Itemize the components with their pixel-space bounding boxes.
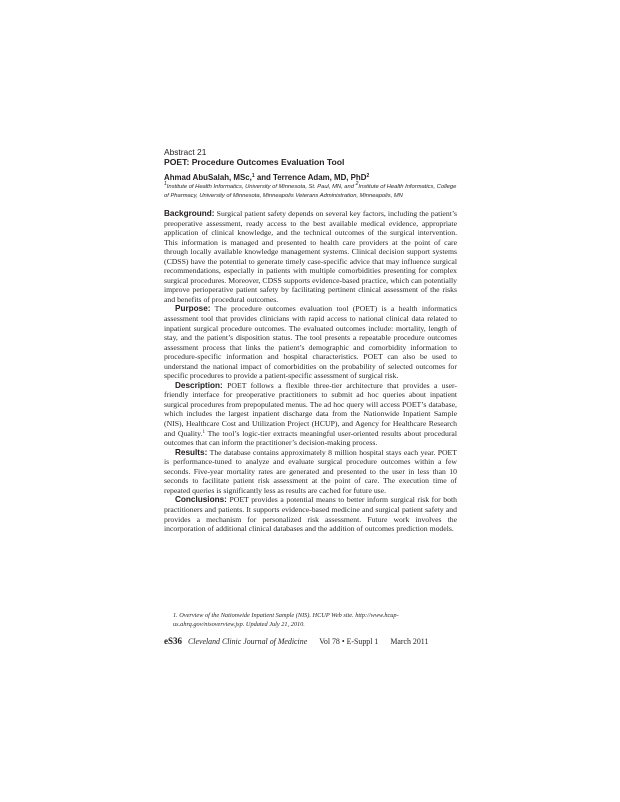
author-name-2: Terrence Adam, MD, PhD (273, 173, 367, 182)
author-name-1: Ahmad AbuSalah, MSc, (164, 173, 252, 182)
author-conjunction: and (254, 173, 274, 182)
purpose-text: The procedure outcomes evaluation tool (POET) is a health informatics assessment tool that provides clinicians with rapid access to national clinical data related to inpatient surgical procedure outcomes. The evaluated outcomes include: mortality, length of stay, and the patient’s disposition status. The tool presents a repeatable procedure outcomes assessment process that links the patient’s demographic and comorbidity information to procedure-specific information and hospital characteristics. POET can also be used to understand the national impact of comorbidities on the probability of selected outcomes for specific procedures to provide a patient-specific assessment of surgical risk. (164, 304, 457, 381)
conclusions-section (164, 495, 457, 533)
description-section (164, 381, 457, 448)
background-text: Surgical patient safety depends on several key factors, including the patient’s preoperative assessment, ready access to the best available medical evidence, appropriate application of clinical knowledge, and the technical outcomes of the surgical intervention. This information is managed and presented to health care providers at the point of care through locally available knowledge management systems. Clinical decision support systems (CDSS) have the potential to generate timely case-specific advice that may influence surgical recommendations, especially in patients with multiple comorbidities presenting for complex surgical procedures. Moreover, CDSS supports evidence-based practice, which can potentially improve perioperative patient safety by facilitating pertinent clinical assessment of the risks and benefits of procedural outcomes. (164, 209, 457, 304)
affiliation-marker-1: 1 (164, 181, 167, 187)
background-heading: Background: (164, 209, 215, 218)
author-affiliation-marker-2: 2 (366, 173, 370, 179)
reference-list (173, 611, 463, 629)
affiliation-text-2: Institute of Health Informatics, College of Pharmacy, University of Minnesota, Minneapolis Veterans Administration, Minneapolis, MN (164, 184, 457, 199)
abstract-number: Abstract 21 (164, 147, 207, 157)
page-number: eS36 (164, 636, 182, 646)
description-heading: Description: (175, 380, 223, 390)
description-text: POET follows a flexible three-tier architecture that provides a user-friendly interface for preoperative practitioners to submit ad hoc queries about inpatient surgical procedures from prepopulated menus. The ad hoc query will access POET’s database, which includes the largest inpatient discharge data from the Nationwide Inpatient Sample (NIS), Healthcare Cost and Utilization Project (HCUP), and Agency for Healthcare Research and Quality. (164, 380, 457, 438)
abstract-body (164, 209, 457, 534)
journal-name: Cleveland Clinic Journal of Medicine (187, 637, 308, 646)
results-section (164, 448, 457, 496)
reference-marker: 1 (202, 429, 205, 435)
author-affiliations (164, 183, 460, 201)
page-footer (164, 636, 428, 646)
journal-volume: Vol 78 • E-Suppl 1 (319, 637, 379, 646)
issue-date: March 2011 (390, 637, 429, 646)
author-affiliation-marker-1: 1 (251, 173, 255, 179)
conclusions-text: POET provides a potential means to better inform surgical risk for both practitioners and patients. It supports evidence-based medicine and surgical patient safety and provides a mechanism for personalized risk assessment. Future work involves the incorporation of additional clinical databases and the addition of outcomes prediction models. (164, 495, 457, 534)
conclusions-heading: Conclusions: (175, 495, 227, 505)
results-heading: Results: (175, 447, 208, 457)
reference-item: 1. Overview of the Nationwide Inpatient Sample (NIS). HCUP Web site. http://www.hcup-us.ahrq.gov/nisoverview.jsp. Updated July 21, 2010. (173, 612, 399, 628)
affiliation-text-1: Institute of Health Informatics, University of Minnesota, St. Paul, MN, and (166, 184, 356, 190)
abstract-title: POET: Procedure Outcomes Evaluation Tool (164, 157, 345, 167)
purpose-heading: Purpose: (175, 304, 211, 314)
background-section (164, 209, 457, 304)
purpose-section (164, 304, 457, 380)
author-line (164, 173, 369, 182)
affiliation-marker-2: 2 (355, 181, 359, 187)
description-text-continued: The tool’s logic-tier extracts meaningful user-oriented results about procedural outcomes that can inform the practitioner’s decision-making process. (164, 428, 458, 448)
results-text: The database contains approximately 8 million hospital stays each year. POET is performance-tuned to analyze and evaluate surgical procedure outcomes within a few seconds. Five-year mortality rates are generated and presented to the user in less than 10 seconds to facilitate patient risk assessment at the point of care. The execution time of repeated queries is significantly less as results are cached for future use. (164, 447, 457, 495)
